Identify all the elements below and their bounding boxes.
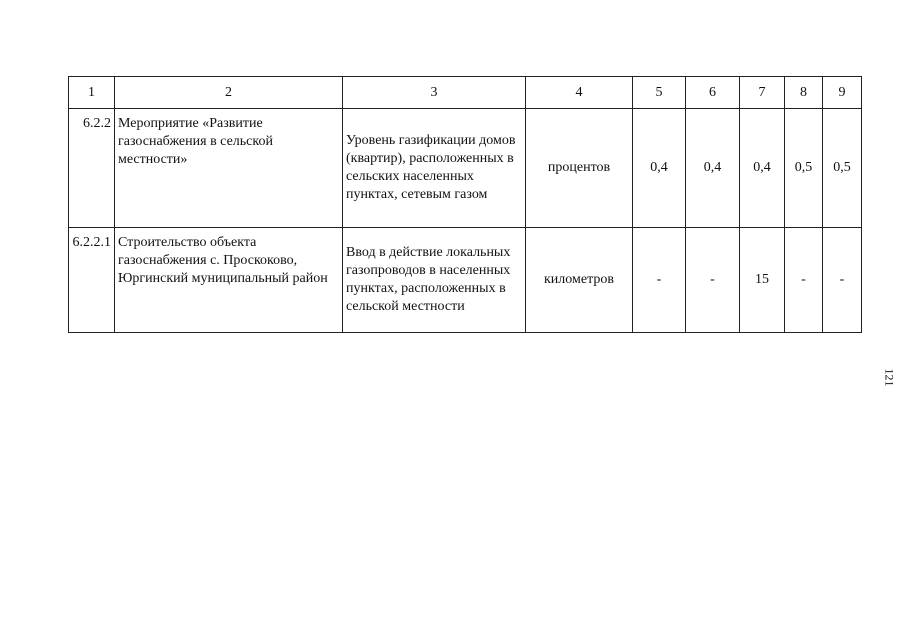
row-number: 6.2.2.1 xyxy=(69,228,115,333)
header-cell: 4 xyxy=(526,77,633,109)
header-cell: 5 xyxy=(633,77,686,109)
page-number: 121 xyxy=(882,368,897,387)
unit-cell: процентов xyxy=(526,109,633,228)
value-cell: - xyxy=(823,228,862,333)
indicator-name: Ввод в действие локальных газопроводов в населенных пунктах, расположенных в сельской местности xyxy=(343,228,526,333)
header-cell: 8 xyxy=(785,77,823,109)
value-cell: 0,4 xyxy=(686,109,740,228)
value-cell: 0,4 xyxy=(740,109,785,228)
header-cell: 3 xyxy=(343,77,526,109)
indicators-table xyxy=(68,76,862,333)
value-cell: 0,5 xyxy=(785,109,823,228)
measure-name: Строительство объекта газоснабжения с. Проскоково, Юргинский муниципальный район xyxy=(115,228,343,333)
header-cell: 2 xyxy=(115,77,343,109)
value-cell: - xyxy=(686,228,740,333)
value-cell: 0,4 xyxy=(633,109,686,228)
header-cell: 1 xyxy=(69,77,115,109)
header-cell: 7 xyxy=(740,77,785,109)
value-cell: - xyxy=(633,228,686,333)
indicator-name: Уровень газификации домов (квартир), расположенных в сельских населенных пунктах, сетевым газом xyxy=(343,109,526,228)
table-row xyxy=(69,109,862,228)
value-cell: - xyxy=(785,228,823,333)
value-cell: 15 xyxy=(740,228,785,333)
table-header-row xyxy=(69,77,862,109)
table-row xyxy=(69,228,862,333)
header-cell: 6 xyxy=(686,77,740,109)
header-cell: 9 xyxy=(823,77,862,109)
unit-cell: километров xyxy=(526,228,633,333)
value-cell: 0,5 xyxy=(823,109,862,228)
measure-name: Мероприятие «Развитие газоснабжения в сельской местности» xyxy=(115,109,343,228)
row-number: 6.2.2 xyxy=(69,109,115,228)
